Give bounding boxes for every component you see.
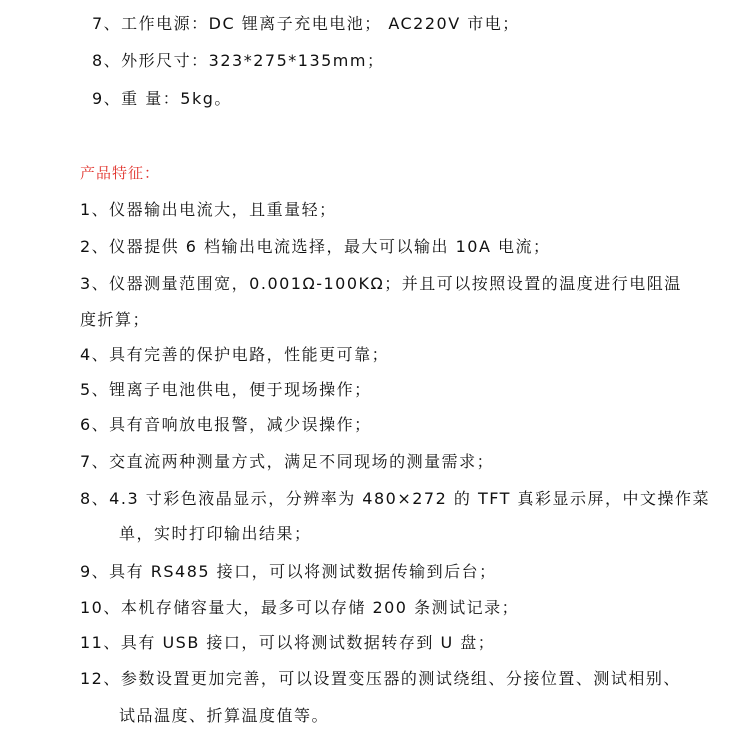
feature-item-3: 3、仪器测量范围宽，0.001Ω-100KΩ；并且可以按照设置的温度进行电阻温: [80, 274, 682, 293]
feature-item-4: 4、具有完善的保护电路，性能更可靠；: [80, 345, 390, 364]
feature-item-2: 2、仪器提供 6 档输出电流选择，最大可以输出 10A 电流；: [80, 237, 551, 256]
feature-item-3-continued: 度折算；: [80, 310, 151, 329]
feature-item-8: 8、4.3 寸彩色液晶显示，分辨率为 480×272 的 TFT 真彩显示屏，中文操作菜: [80, 489, 711, 508]
feature-item-11: 11、具有 USB 接口，可以将测试数据转存到 U 盘；: [80, 633, 496, 652]
features-heading: 产品特征：: [80, 164, 161, 182]
feature-item-10: 10、本机存储容量大，最多可以存储 200 条测试记录；: [80, 598, 520, 617]
feature-item-12: 12、参数设置更加完善，可以设置变压器的测试绕组、分接位置、测试相别、: [80, 669, 681, 688]
feature-item-6: 6、具有音响放电报警，减少误操作；: [80, 415, 372, 434]
feature-item-7: 7、交直流两种测量方式，满足不同现场的测量需求；: [80, 452, 495, 471]
spec-line-dimensions: 8、外形尺寸：323*275*135mm；: [92, 51, 385, 70]
feature-item-12-continued: 试品温度、折算温度值等。: [119, 706, 330, 725]
spec-line-weight: 9、重 量：5kg。: [92, 89, 232, 108]
spec-line-power: 7、工作电源：DC 锂离子充电电池； AC220V 市电；: [92, 14, 520, 33]
feature-item-9: 9、具有 RS485 接口，可以将测试数据传输到后台；: [80, 562, 497, 581]
feature-item-1: 1、仪器输出电流大，且重量轻；: [80, 200, 337, 219]
feature-item-8-continued: 单，实时打印输出结果；: [119, 524, 312, 543]
feature-item-5: 5、锂离子电池供电，便于现场操作；: [80, 380, 372, 399]
